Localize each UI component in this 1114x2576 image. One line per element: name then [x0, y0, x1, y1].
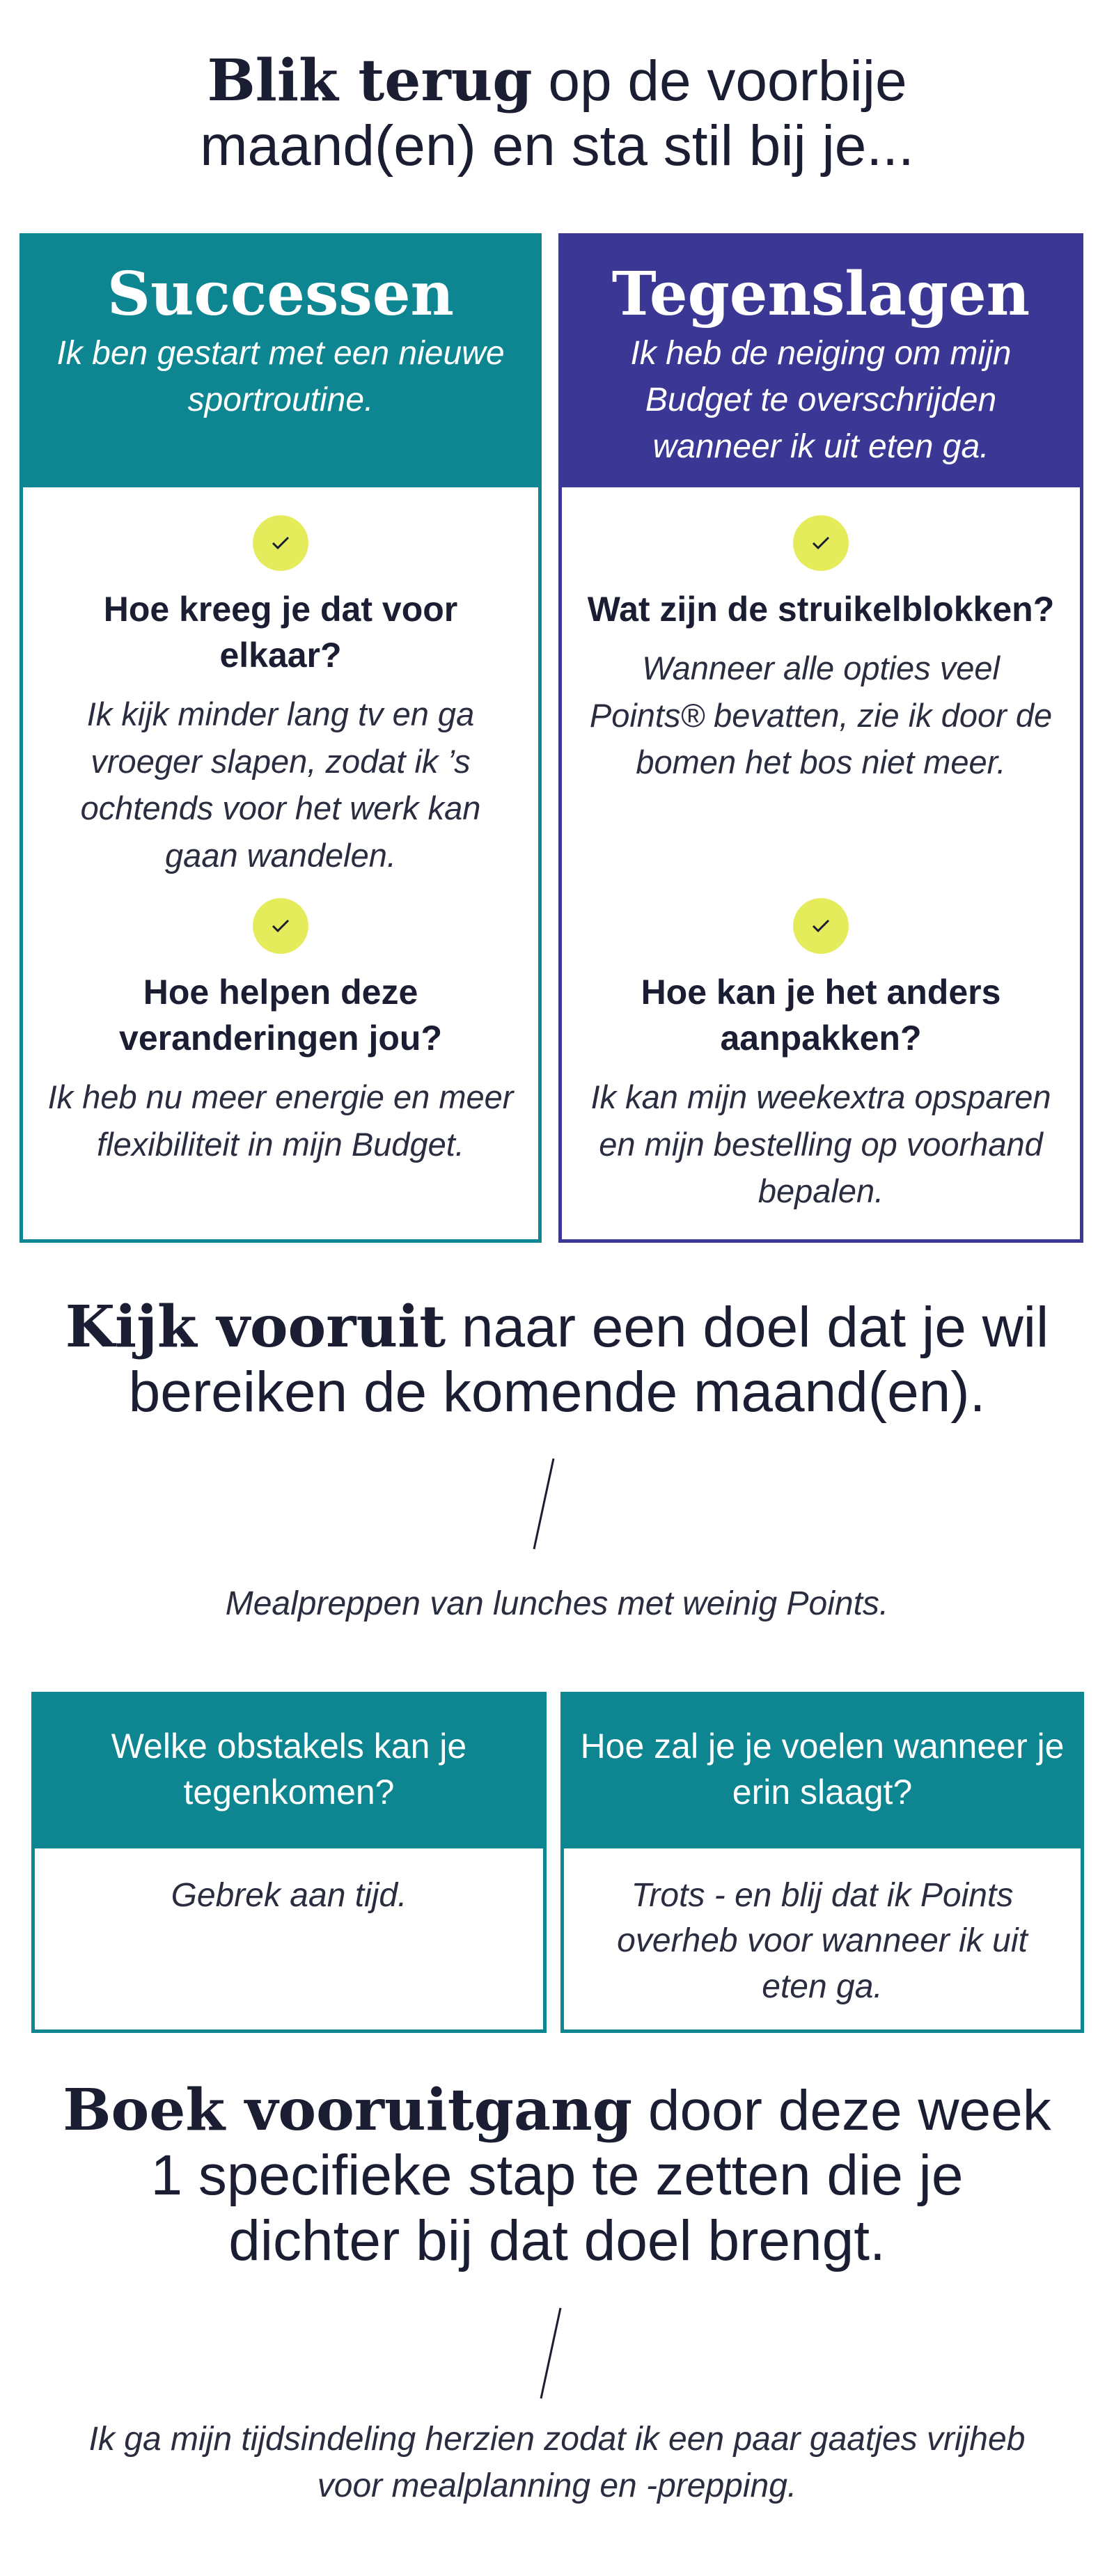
- successes-card: [19, 233, 542, 1243]
- successes-title: Successen: [107, 259, 455, 329]
- successes-qa-2: [23, 898, 538, 1168]
- check-icon: [253, 898, 308, 954]
- feeling-box: [560, 1692, 1084, 2033]
- heading-text: naar een doel dat je wil: [446, 1296, 1049, 1359]
- obstacles-answer: Gebrek aan tijd.: [171, 1877, 407, 1914]
- heading-text-line3: dichter bij dat doel brengt.: [228, 2208, 886, 2272]
- setbacks-qa-2: [562, 898, 1080, 1215]
- check-icon: [793, 515, 849, 571]
- section-look-forward-heading: [0, 1295, 1114, 1425]
- setbacks-question-1: Wat zijn de struikelblokken?: [587, 590, 1055, 629]
- heading-bold-text: Kijk vooruit: [65, 1294, 446, 1360]
- setbacks-answer-2: Ik kan mijn weekextra opsparen en mijn bestelling op voorhand bepalen.: [590, 1078, 1051, 1210]
- successes-answer-1: Ik kijk minder lang tv en ga vroeger slapen, zodat ik ’s ochtends voor het werk kan gaan wandelen.: [80, 696, 481, 874]
- setbacks-card-header: [562, 237, 1080, 487]
- setbacks-question-2: Hoe kan je het anders aanpakken?: [641, 973, 1001, 1058]
- check-icon: [253, 515, 308, 571]
- step-text: Ik ga mijn tijdsindeling herzien zodat ik een paar gaatjes vrijheb voor mealplanning en -prepping.: [88, 2421, 1026, 2505]
- setbacks-card: [558, 233, 1083, 1243]
- heading-text: op de voorbije: [532, 49, 907, 113]
- section-look-back-heading: [0, 49, 1114, 179]
- heading-bold-text: Boek vooruitgang: [63, 2077, 633, 2144]
- slash-divider-icon: [526, 1455, 560, 1553]
- successes-question-2: Hoe helpen deze veranderingen jou?: [119, 973, 442, 1058]
- successes-question-1: Hoe kreeg je dat voor elkaar?: [103, 590, 458, 675]
- setbacks-subtitle: Ik heb de neiging om mijn Budget te overschrijden wanneer ik uit eten ga.: [630, 335, 1012, 466]
- section-progress-heading: [0, 2078, 1114, 2273]
- successes-answer-2: Ik heb nu meer energie en meer flexibiliteit in mijn Budget.: [47, 1078, 514, 1163]
- successes-qa-1: [23, 515, 538, 879]
- heading-text-line2: maand(en) en sta stil bij je...: [200, 114, 914, 178]
- setbacks-qa-1: [562, 515, 1080, 786]
- heading-bold-text: Blik terug: [207, 47, 533, 114]
- heading-text: door deze week: [632, 2079, 1051, 2142]
- obstacles-question: Welke obstakels kan je tegenkomen?: [35, 1695, 543, 1848]
- heading-text-line2: bereiken de komende maand(en).: [128, 1360, 986, 1424]
- successes-subtitle: Ik ben gestart met een nieuwe sportroutine.: [56, 335, 505, 419]
- check-icon: [793, 898, 849, 954]
- setbacks-answer-1: Wanneer alle opties veel Points® bevatten, zie ik door de bomen het bos niet meer.: [589, 650, 1053, 781]
- successes-card-header: [23, 237, 538, 487]
- heading-text-line2: 1 specifieke stap te zetten die je: [150, 2144, 964, 2208]
- goal-text: Mealpreppen van lunches met weinig Points.: [225, 1585, 889, 1622]
- feeling-answer: Trots - en blij dat ik Points overheb voor wanneer ik uit eten ga.: [617, 1877, 1028, 2005]
- setbacks-title: Tegenslagen: [611, 259, 1030, 329]
- obstacles-box: [31, 1692, 547, 2033]
- slash-divider-icon: [533, 2304, 567, 2402]
- feeling-question: Hoe zal je je voelen wanneer je erin slaagt?: [564, 1695, 1081, 1848]
